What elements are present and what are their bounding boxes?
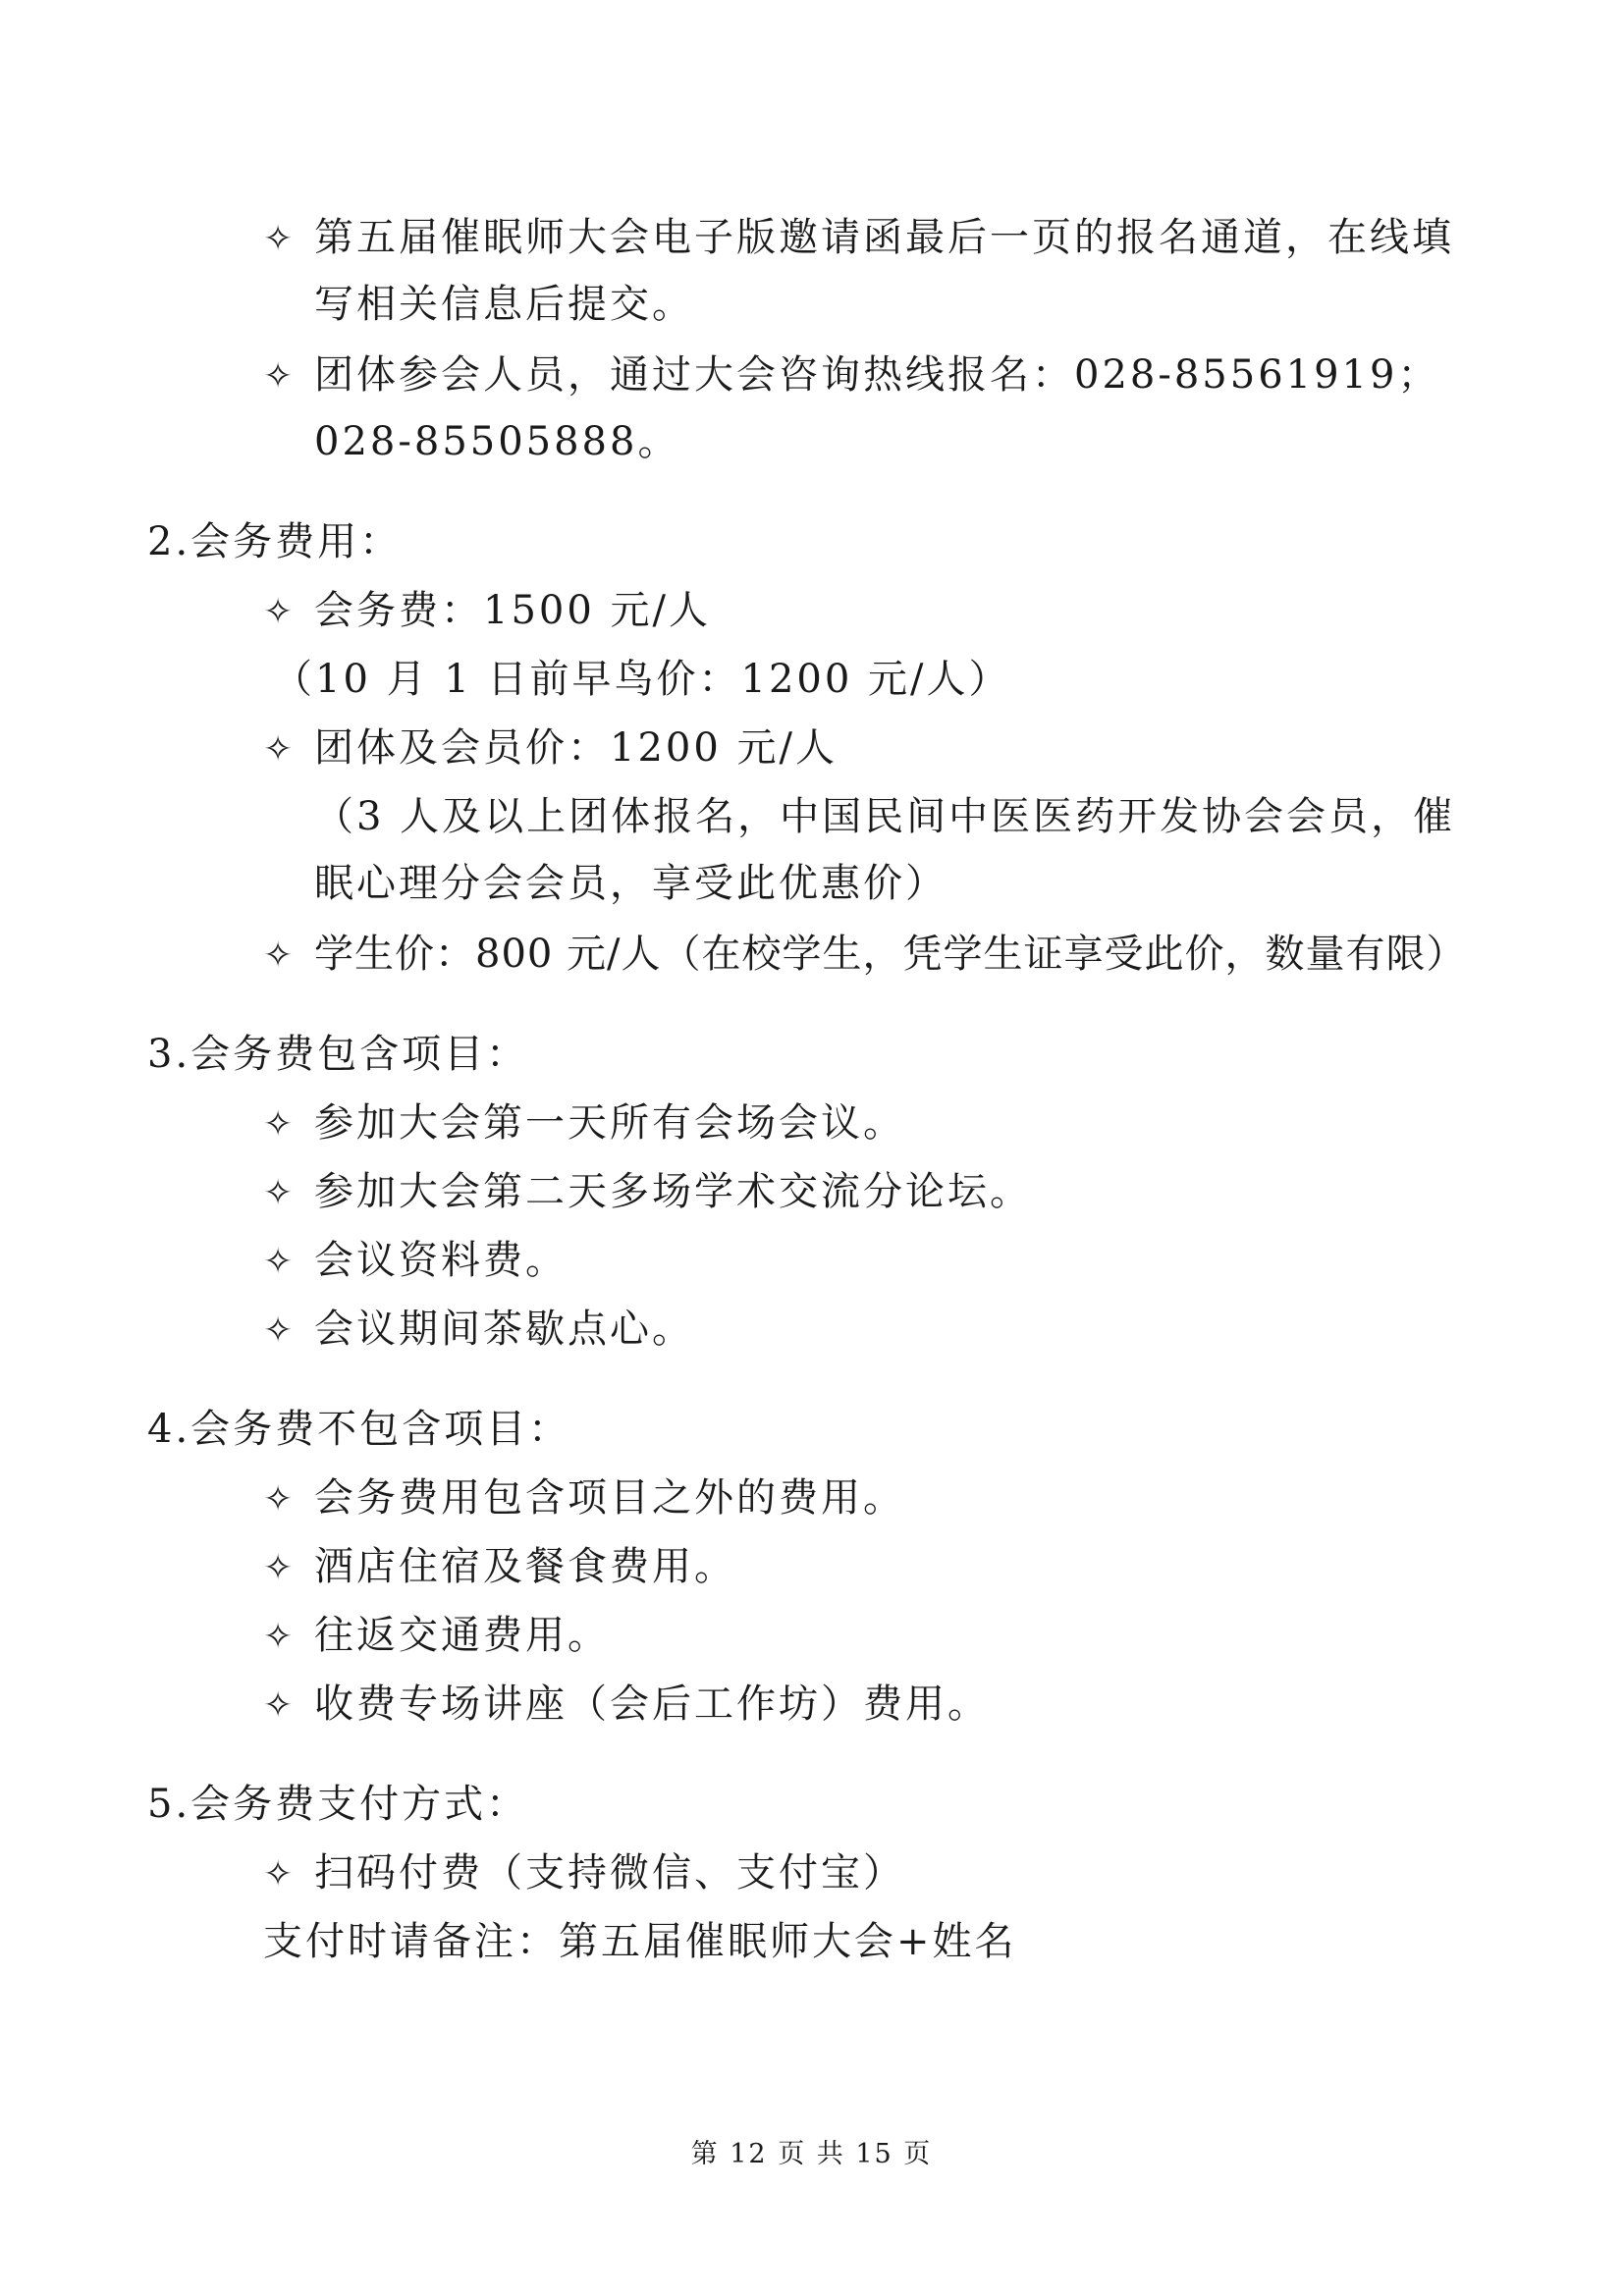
section-heading: 4.会务费不包含项目： [147, 1407, 571, 1452]
diamond-star-icon: ✧ [263, 1242, 297, 1282]
list-item [263, 1849, 905, 1898]
list-item-text: 学生价：800 元/人（在校学生，凭学生证享受此价，数量有限） [314, 932, 1467, 977]
list-item-continuation: 028-85505888。 [314, 419, 680, 464]
list-item-text: 收费专场讲座（会后工作坊）费用。 [314, 1682, 990, 1727]
list-item [263, 1612, 610, 1661]
diamond-star-icon: ✧ [263, 729, 297, 770]
list-item-text: 第五届催眠师大会电子版邀请函最后一页的报名通道，在线填 [314, 215, 1454, 260]
diamond-star-icon: ✧ [263, 1617, 297, 1657]
list-item-text: 会议资料费。 [314, 1238, 568, 1283]
list-item [263, 587, 711, 636]
list-item-text: 扫码付费（支持微信、支付宝） [314, 1850, 905, 1896]
diamond-star-icon: ✧ [263, 1854, 297, 1895]
list-item-text: 会议期间茶歇点心。 [314, 1307, 694, 1352]
diamond-star-icon: ✧ [263, 935, 295, 976]
list-item [263, 1099, 905, 1148]
diamond-star-icon: ✧ [263, 356, 297, 397]
list-item [263, 1168, 1032, 1217]
diamond-star-icon: ✧ [263, 1685, 297, 1726]
list-item-text: 参加大会第二天多场学术交流分论坛。 [314, 1169, 1032, 1214]
list-item-text: 参加大会第一天所有会场会议。 [314, 1100, 905, 1146]
list-item [263, 214, 1454, 263]
list-item [263, 1237, 568, 1286]
list-item [263, 351, 1439, 400]
section-heading: 2.会务费用： [147, 519, 403, 564]
section-heading: 5.会务费支付方式： [147, 1782, 529, 1827]
diamond-star-icon: ✧ [263, 219, 297, 259]
list-item-text: 往返交通费用。 [314, 1613, 610, 1658]
list-item-text: 团体参会人员，通过大会咨询热线报名：028-85561919； [314, 352, 1440, 398]
diamond-star-icon: ✧ [263, 1548, 297, 1588]
list-item [263, 931, 1467, 980]
payment-note: 支付时请备注：第五届催眠师大会+姓名 [263, 1919, 1017, 1964]
list-item [263, 724, 838, 774]
diamond-star-icon: ✧ [263, 1173, 297, 1213]
diamond-star-icon: ✧ [263, 1104, 297, 1145]
list-item-note: （3 人及以上团体报名，中国民间中医医药开发协会会员，催 [314, 794, 1456, 839]
list-item-note: （10 月 1 日前早鸟价：1200 元/人） [273, 657, 1011, 702]
diamond-star-icon: ✧ [263, 1310, 297, 1351]
list-item-text: 团体及会员价：1200 元/人 [314, 725, 838, 771]
list-item [263, 1306, 694, 1355]
list-item-note: 眠心理分会会员，享受此优惠价） [314, 861, 947, 906]
section-heading: 3.会务费包含项目： [147, 1032, 529, 1077]
list-item [263, 1543, 736, 1592]
list-item-text: 酒店住宿及餐食费用。 [314, 1544, 736, 1589]
list-item [263, 1681, 990, 1730]
list-item [263, 1474, 905, 1523]
list-item-text: 会务费用包含项目之外的费用。 [314, 1475, 905, 1521]
diamond-star-icon: ✧ [263, 1479, 297, 1520]
page-number-footer: 第 12 页 共 15 页 [690, 2139, 933, 2169]
list-item-continuation: 写相关信息后提交。 [314, 282, 694, 327]
list-item-text: 会务费：1500 元/人 [314, 588, 711, 633]
diamond-star-icon: ✧ [263, 592, 297, 632]
